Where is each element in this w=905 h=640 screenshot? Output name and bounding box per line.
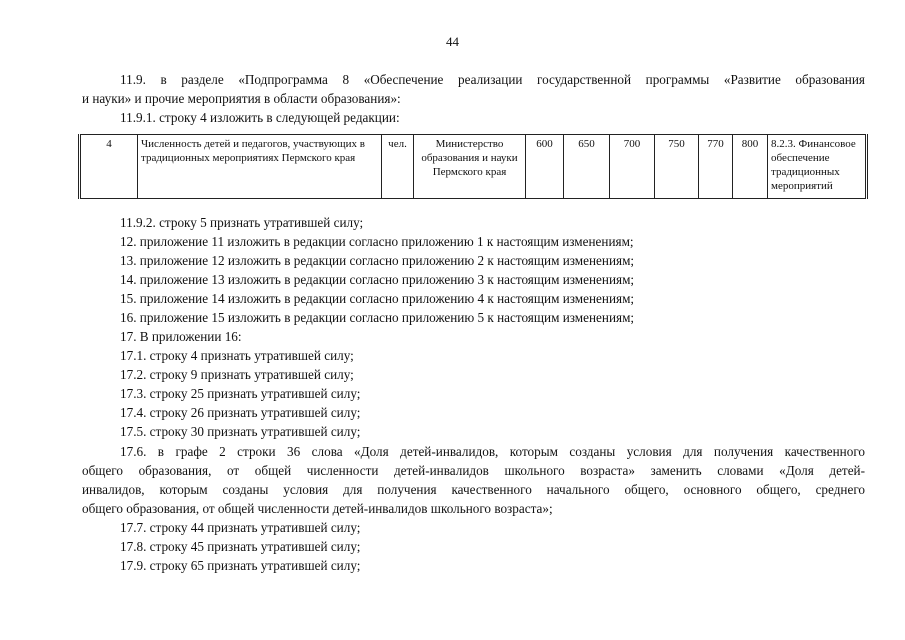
paragraph-11-9-line1: 11.9. в разделе «Подпрограмма 8 «Обеспечение реализации государственной программы «Развитие образования bbox=[120, 72, 865, 87]
page-number: 44 bbox=[446, 34, 459, 49]
list-item: 15. приложение 14 изложить в редакции согласно приложению 4 к настоящим изменениям; bbox=[120, 291, 635, 306]
cell-value-1: 600 bbox=[526, 135, 564, 199]
cell-row-number: 4 bbox=[80, 135, 138, 199]
cell-linked-activity: 8.2.3. Финансовое обеспечение традиционных мероприятий bbox=[768, 135, 867, 199]
cell-indicator-name: Численность детей и педагогов, участвующих в традиционных мероприятиях Пермского края bbox=[138, 135, 382, 199]
cell-unit: чел. bbox=[382, 135, 414, 199]
paragraph-17-6-line2: общего образования, от общей численности детей-инвалидов школьного возраста» заменить словами «Доля детей- bbox=[82, 463, 865, 478]
list-item: 17. В приложении 16: bbox=[120, 329, 242, 344]
list-item: 17.7. строку 44 признать утратившей силу; bbox=[120, 520, 361, 535]
list-item: 17.9. строку 65 признать утратившей силу; bbox=[120, 558, 361, 573]
replacement-row-table bbox=[78, 134, 868, 199]
cell-value-2: 650 bbox=[564, 135, 610, 199]
paragraph-17-6-line3: инвалидов, которым созданы условия для получения качественного начального общего, основного общего, среднего bbox=[82, 482, 865, 497]
cell-executor: Министерство образования и науки Пермского края bbox=[414, 135, 526, 199]
list-item: 17.2. строку 9 признать утратившей силу; bbox=[120, 367, 354, 382]
list-item: 14. приложение 13 изложить в редакции согласно приложению 3 к настоящим изменениям; bbox=[120, 272, 635, 287]
list-item: 13. приложение 12 изложить в редакции согласно приложению 2 к настоящим изменениям; bbox=[120, 253, 635, 268]
paragraph-17-6-line4: общего образования, от общей численности детей-инвалидов школьного возраста»; bbox=[82, 501, 553, 516]
table-row bbox=[80, 135, 867, 199]
list-item: 16. приложение 15 изложить в редакции согласно приложению 5 к настоящим изменениям; bbox=[120, 310, 635, 325]
paragraph-11-9-1: 11.9.1. строку 4 изложить в следующей редакции: bbox=[120, 110, 400, 125]
list-item: 17.3. строку 25 признать утратившей силу; bbox=[120, 386, 361, 401]
paragraph-11-9-line2: и науки» и прочие мероприятия в области образования»: bbox=[82, 91, 401, 106]
list-item: 12. приложение 11 изложить в редакции согласно приложению 1 к настоящим изменениям; bbox=[120, 234, 634, 249]
cell-value-5: 770 bbox=[699, 135, 733, 199]
cell-value-6: 800 bbox=[733, 135, 768, 199]
list-item: 17.8. строку 45 признать утратившей силу; bbox=[120, 539, 361, 554]
paragraph-17-6-line1: 17.6. в графе 2 строки 36 слова «Доля детей-инвалидов, которым созданы условия для получения качественного bbox=[120, 444, 865, 459]
list-item: 17.4. строку 26 признать утратившей силу; bbox=[120, 405, 361, 420]
list-item: 17.5. строку 30 признать утратившей силу; bbox=[120, 424, 361, 439]
cell-value-3: 700 bbox=[610, 135, 655, 199]
list-item: 11.9.2. строку 5 признать утратившей силу; bbox=[120, 215, 364, 230]
list-item: 17.1. строку 4 признать утратившей силу; bbox=[120, 348, 354, 363]
cell-value-4: 750 bbox=[655, 135, 699, 199]
